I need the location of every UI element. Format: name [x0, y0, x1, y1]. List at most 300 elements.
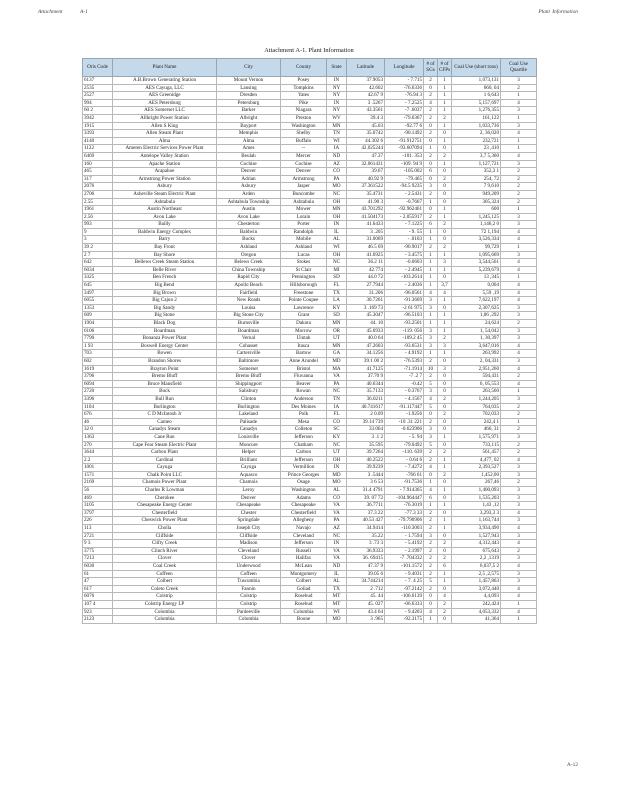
- county-cell: Posey: [281, 77, 327, 85]
- plant-name-cell: Columbia: [113, 616, 217, 624]
- coal-use-cell: 1,127,721: [452, 160, 501, 168]
- cfp-count-cell: 0: [438, 228, 452, 236]
- oris-code-cell: 270: [83, 441, 113, 449]
- latitude-cell: 2 .712: [347, 585, 385, 593]
- latitude-cell: 36.7711: [347, 502, 385, 510]
- quartile-cell: 2: [501, 403, 537, 411]
- county-cell: Buncombe: [281, 190, 327, 198]
- table-row: [83, 441, 537, 449]
- quartile-cell: 3: [501, 107, 537, 115]
- longitude-cell: -1.9256: [385, 411, 424, 419]
- city-cell: Alma: [217, 137, 281, 145]
- cfp-count-cell: 2: [438, 540, 452, 548]
- latitude-cell: 33.064: [347, 426, 385, 434]
- oris-code-cell: 1001: [83, 464, 113, 472]
- sg-count-cell: 6: [424, 221, 438, 229]
- sg-count-cell: 2: [424, 456, 438, 464]
- coal-use-cell: 5,157,697: [452, 99, 501, 107]
- county-cell: Hillsborough: [281, 282, 327, 290]
- latitude-cell: 31.206: [347, 289, 385, 297]
- coal-use-cell: 1, 30,397: [452, 335, 501, 343]
- table-row: [83, 563, 537, 571]
- table-row: [83, 411, 537, 419]
- longitude-cell: -71.1914: [385, 365, 424, 373]
- city-cell: Aquasco: [217, 471, 281, 479]
- city-cell: Ashland: [217, 244, 281, 252]
- oris-code-cell: 60 2: [83, 107, 113, 115]
- plant-name-cell: Big Bend: [113, 282, 217, 290]
- quartile-cell: 4: [501, 259, 537, 267]
- city-cell: Cayuga: [217, 464, 281, 472]
- oris-code-cell: 1619: [83, 365, 113, 373]
- coal-use-cell: 3,072,440: [452, 585, 501, 593]
- coal-use-cell: 702,033: [452, 411, 501, 419]
- longitude-cell: - 9.4031: [385, 570, 424, 578]
- latitude-cell: 41.504173: [347, 213, 385, 221]
- state-cell: PA: [327, 380, 347, 388]
- county-cell: Ashtabula: [281, 198, 327, 206]
- cfp-count-cell: 1: [438, 160, 452, 168]
- sg-count-cell: 3: [424, 183, 438, 191]
- sg-count-cell: 0: [424, 160, 438, 168]
- coal-use-cell: 242,4 1: [452, 418, 501, 426]
- plant-name-cell: Ameren Electric Services Power Plant: [113, 145, 217, 153]
- coal-use-cell: 7 9,610: [452, 183, 501, 191]
- latitude-cell: 36.0211: [347, 395, 385, 403]
- column-header: Latitude: [347, 59, 385, 77]
- county-cell: Buffalo: [281, 137, 327, 145]
- longitude-cell: -94.5 9235: [385, 183, 424, 191]
- oris-code-cell: 2.2: [83, 456, 113, 464]
- latitude-cell: 31.0069: [347, 236, 385, 244]
- header-information: Information: [552, 9, 578, 15]
- sg-count-cell: 1: [424, 236, 438, 244]
- oris-code-cell: 1363: [83, 433, 113, 441]
- longitude-cell: -93.2501: [385, 320, 424, 328]
- quartile-cell: 4: [501, 282, 537, 290]
- city-cell: Chesterton: [217, 221, 281, 229]
- sg-count-cell: 2: [424, 418, 438, 426]
- longitude-cell: - 1.7594: [385, 532, 424, 540]
- latitude-cell: 3 .73 3: [347, 540, 385, 548]
- city-cell: Bayport: [217, 122, 281, 130]
- plant-table-container: [82, 58, 536, 624]
- state-cell: MO: [327, 183, 347, 191]
- state-cell: NY: [327, 92, 347, 100]
- quartile-cell: 1: [501, 92, 537, 100]
- latitude-cell: 40.2522: [347, 456, 385, 464]
- coal-use-cell: 1 6,643: [452, 92, 501, 100]
- cfp-count-cell: 1: [438, 206, 452, 214]
- table-row: [83, 365, 537, 373]
- latitude-cell: 3 .1 2: [347, 433, 385, 441]
- state-cell: AL: [327, 236, 347, 244]
- table-row: [83, 502, 537, 510]
- table-row: [83, 206, 537, 214]
- oris-code-cell: 3396: [83, 395, 113, 403]
- table-row: [83, 107, 537, 115]
- quartile-cell: 3: [501, 517, 537, 525]
- cfp-count-cell: 0: [438, 426, 452, 434]
- plant-name-cell: Bruce Mansfield: [113, 380, 217, 388]
- quartile-cell: 3: [501, 464, 537, 472]
- coal-use-cell: 1,575,971: [452, 433, 501, 441]
- coal-use-cell: 3,293,3 3: [452, 509, 501, 517]
- coal-use-cell: 1,06 ,292: [452, 312, 501, 320]
- cfp-count-cell: 3: [438, 365, 452, 373]
- state-cell: NC: [327, 532, 347, 540]
- header-attachment: Attachment: [38, 9, 63, 15]
- table-row: [83, 213, 537, 221]
- oris-code-cell: 469: [83, 494, 113, 502]
- cfp-count-cell: 3,7: [438, 282, 452, 290]
- sg-count-cell: 0: [424, 600, 438, 608]
- city-cell: Lansing: [217, 84, 281, 92]
- sg-count-cell: 0: [424, 175, 438, 183]
- quartile-cell: 3: [501, 327, 537, 335]
- sg-count-cell: 2: [424, 114, 438, 122]
- plant-name-cell: Big Brown: [113, 289, 217, 297]
- sg-count-cell: 4: [424, 99, 438, 107]
- quartile-cell: 4: [501, 297, 537, 305]
- quartile-cell: 1: [501, 244, 537, 252]
- latitude-cell: 45.03: [347, 122, 385, 130]
- quartile-cell: 2: [501, 411, 537, 419]
- table-row: [83, 320, 537, 328]
- city-cell: Brilliant: [217, 456, 281, 464]
- longitude-cell: -79.790906: [385, 517, 424, 525]
- plant-name-cell: Boswell Energy Center: [113, 342, 217, 350]
- longitude-cell: -0.42: [385, 380, 424, 388]
- plant-name-cell: Brandon Shores: [113, 357, 217, 365]
- quartile-cell: 3: [501, 312, 537, 320]
- sg-count-cell: 0: [424, 411, 438, 419]
- quartile-cell: 3: [501, 433, 537, 441]
- quartile-cell: 4: [501, 563, 537, 571]
- oris-code-cell: 3325: [83, 274, 113, 282]
- latitude-cell: 31.4 4791: [347, 487, 385, 495]
- city-cell: Ashtabula Township: [217, 198, 281, 206]
- oris-code-cell: 3: [83, 236, 113, 244]
- sg-count-cell: 1: [424, 259, 438, 267]
- city-cell: Denver: [217, 168, 281, 176]
- plant-name-cell: Cayuga: [113, 464, 217, 472]
- state-cell: AL: [327, 487, 347, 495]
- latitude-cell: 35.4731: [347, 190, 385, 198]
- quartile-cell: 1: [501, 418, 537, 426]
- cfp-count-cell: 1: [438, 266, 452, 274]
- cfp-count-cell: 0: [438, 130, 452, 138]
- plant-information-table: [82, 58, 537, 624]
- cfp-count-cell: 4: [438, 289, 452, 297]
- sg-count-cell: 2: [424, 107, 438, 115]
- coal-use-cell: 1,146,2 0: [452, 221, 501, 229]
- longitude-cell: -109.2 45: [385, 335, 424, 343]
- plant-name-cell: Cherokee: [113, 494, 217, 502]
- city-cell: Big Stone City: [217, 312, 281, 320]
- table-row: [83, 236, 537, 244]
- cfp-count-cell: 2: [438, 555, 452, 563]
- county-cell: Lawrence: [281, 304, 327, 312]
- longitude-cell: - 0.3767: [385, 388, 424, 396]
- longitude-cell: -92.3175: [385, 616, 424, 624]
- county-cell: Beaver: [281, 380, 327, 388]
- oris-code-cell: 107 4: [83, 600, 113, 608]
- longitude-cell: -103.2614: [385, 274, 424, 282]
- header-plant: Plant: [538, 9, 550, 15]
- sg-count-cell: 1: [424, 320, 438, 328]
- cfp-count-cell: 0: [438, 190, 452, 198]
- oris-code-cell: 3497: [83, 289, 113, 297]
- cfp-count-cell: 0: [438, 236, 452, 244]
- cfp-count-cell: 2: [438, 600, 452, 608]
- cfp-count-cell: 3: [438, 342, 452, 350]
- state-cell: WI: [327, 137, 347, 145]
- longitude-cell: - 7.2525: [385, 99, 424, 107]
- county-cell: Mercer: [281, 152, 327, 160]
- longitude-cell: -101. 353: [385, 152, 424, 160]
- county-cell: Montgomery: [281, 570, 327, 578]
- cfp-count-cell: 1: [438, 99, 452, 107]
- sg-count-cell: 4: [424, 608, 438, 616]
- latitude-cell: 3 .205: [347, 228, 385, 236]
- table-header-row: [83, 59, 537, 77]
- city-cell: Madison: [217, 540, 281, 548]
- sg-count-cell: 2: [424, 525, 438, 533]
- state-cell: MO: [327, 479, 347, 487]
- county-cell: Allegheny: [281, 517, 327, 525]
- cfp-count-cell: 0: [438, 168, 452, 176]
- coal-use-cell: 1,095,669: [452, 251, 501, 259]
- cfp-count-cell: 1: [438, 464, 452, 472]
- sg-count-cell: 6: [424, 494, 438, 502]
- cfp-count-cell: 2: [438, 152, 452, 160]
- sg-count-cell: 2: [424, 190, 438, 198]
- sg-count-cell: 3: [424, 426, 438, 434]
- coal-use-cell: 6,037,5 2: [452, 563, 501, 571]
- sg-count-cell: 2: [424, 130, 438, 138]
- sg-count-cell: 10: [424, 365, 438, 373]
- city-cell: Oregon: [217, 251, 281, 259]
- longitude-cell: - 2.4945: [385, 266, 424, 274]
- plant-name-cell: Big Sandy: [113, 304, 217, 312]
- county-cell: --: [281, 145, 327, 153]
- quartile-cell: 3: [501, 160, 537, 168]
- plant-name-cell: Canadys Steam: [113, 426, 217, 434]
- sg-count-cell: 2: [424, 540, 438, 548]
- oris-code-cell: 703: [83, 350, 113, 358]
- coal-use-cell: 41,364: [452, 616, 501, 624]
- oris-code-cell: 2527: [83, 92, 113, 100]
- plant-name-cell: Cane Run: [113, 433, 217, 441]
- table-row: [83, 84, 537, 92]
- table-row: [83, 532, 537, 540]
- sg-count-cell: 0: [424, 137, 438, 145]
- latitude-cell: 39.4 3: [347, 114, 385, 122]
- plant-name-cell: Clinch River: [113, 547, 217, 555]
- plant-name-cell: Colstrip: [113, 593, 217, 601]
- city-cell: Dresden: [217, 92, 281, 100]
- county-cell: Rosebud: [281, 600, 327, 608]
- table-row: [83, 380, 537, 388]
- coal-use-cell: 3,544,561: [452, 259, 501, 267]
- quartile-cell: 4: [501, 365, 537, 373]
- oris-code-cell: 113: [83, 525, 113, 533]
- plant-name-cell: Clover: [113, 555, 217, 563]
- cfp-count-cell: 0: [438, 198, 452, 206]
- table-row: [83, 547, 537, 555]
- oris-code-cell: 602: [83, 357, 113, 365]
- cfp-count-cell: 0: [438, 494, 452, 502]
- document-title: Attachment A-1. Plant Information: [264, 47, 354, 54]
- longitude-cell: -76.5393: [385, 357, 424, 365]
- city-cell: Colstrip: [217, 593, 281, 601]
- latitude-cell: 41.6433: [347, 221, 385, 229]
- cfp-count-cell: 1: [438, 525, 452, 533]
- city-cell: Colstrip: [217, 600, 281, 608]
- table-row: [83, 304, 537, 312]
- coal-use-cell: 4,477, 02: [452, 456, 501, 464]
- sg-count-cell: 3: [424, 433, 438, 441]
- quartile-cell: 1: [501, 145, 537, 153]
- oris-code-cell: 4140: [83, 137, 113, 145]
- coal-use-cell: 24,624: [452, 320, 501, 328]
- oris-code-cell: 645: [83, 282, 113, 290]
- plant-name-cell: Arapahoe: [113, 168, 217, 176]
- coal-use-cell: 2,5 ,2,575: [452, 570, 501, 578]
- coal-use-cell: 3,7 5,360: [452, 152, 501, 160]
- quartile-cell: 3: [501, 304, 537, 312]
- longitude-cell: - 7.914365: [385, 487, 424, 495]
- longitude-cell: -0.0603: [385, 259, 424, 267]
- county-cell: Jefferson: [281, 540, 327, 548]
- latitude-cell: 3 .965: [347, 616, 385, 624]
- longitude-cell: -105.002: [385, 168, 424, 176]
- plant-name-cell: Coleto Creek: [113, 585, 217, 593]
- header-attachment-number: A-1: [80, 9, 88, 15]
- oris-code-cell: 1353: [83, 304, 113, 312]
- city-cell: Lakeland: [217, 411, 281, 419]
- county-cell: Chesapeake: [281, 502, 327, 510]
- coal-use-cell: 2,393,527: [452, 464, 501, 472]
- longitude-cell: -91.7536: [385, 479, 424, 487]
- oris-code-cell: 2706: [83, 190, 113, 198]
- plant-name-cell: Allen Steam Plant: [113, 130, 217, 138]
- sg-count-cell: 3: [424, 335, 438, 343]
- table-row: [83, 395, 537, 403]
- plant-name-cell: Cholla: [113, 525, 217, 533]
- latitude-cell: 41.6925: [347, 251, 385, 259]
- city-cell: Salisbury: [217, 388, 281, 396]
- county-cell: St Clair: [281, 266, 327, 274]
- quartile-cell: 2: [501, 441, 537, 449]
- county-cell: Dakota: [281, 320, 327, 328]
- cfp-count-cell: 6: [438, 563, 452, 571]
- oris-code-cell: 2721: [83, 532, 113, 540]
- state-cell: ND: [327, 152, 347, 160]
- quartile-cell: 3: [501, 77, 537, 85]
- table-row: [83, 487, 537, 495]
- state-cell: MT: [327, 600, 347, 608]
- cfp-count-cell: 1: [438, 433, 452, 441]
- coal-use-cell: 1,527,943: [452, 532, 501, 540]
- county-cell: Prince Georges: [281, 471, 327, 479]
- latitude-cell: 34.744214: [347, 578, 385, 586]
- latitude-cell: 35.22: [347, 532, 385, 540]
- oris-code-cell: 993: [83, 221, 113, 229]
- state-cell: IL: [327, 570, 347, 578]
- plant-name-cell: AES Greenidge: [113, 92, 217, 100]
- plant-name-cell: Bowen: [113, 350, 217, 358]
- city-cell: Coffeen: [217, 570, 281, 578]
- state-cell: IN: [327, 464, 347, 472]
- city-cell: Bucks: [217, 236, 281, 244]
- longitude-cell: - 2.055917: [385, 213, 424, 221]
- longitude-cell: -10 .31 221: [385, 418, 424, 426]
- plant-name-cell: Black Dog: [113, 320, 217, 328]
- quartile-cell: 1: [501, 206, 537, 214]
- sg-count-cell: 0: [424, 206, 438, 214]
- table-row: [83, 175, 537, 183]
- latitude-cell: 30.7261: [347, 297, 385, 305]
- latitude-cell: 35.0742: [347, 130, 385, 138]
- state-cell: WI: [327, 608, 347, 616]
- county-cell: Morrow: [281, 327, 327, 335]
- latitude-cell: 37.70 9: [347, 373, 385, 381]
- sg-count-cell: 4: [424, 395, 438, 403]
- coal-use-cell: 161,122: [452, 114, 501, 122]
- plant-name-cell: Chamois Power Plant: [113, 479, 217, 487]
- county-cell: Colleton: [281, 426, 327, 434]
- coal-use-cell: 263,560: [452, 388, 501, 396]
- latitude-cell: 43.3561: [347, 107, 385, 115]
- coal-use-cell: 2, 04,331: [452, 357, 501, 365]
- sg-count-cell: 2: [424, 449, 438, 457]
- oris-code-cell: 6030: [83, 563, 113, 571]
- plant-name-cell: Barry: [113, 236, 217, 244]
- longitude-cell: -76.3019: [385, 502, 424, 510]
- coal-use-cell: 263,992: [452, 350, 501, 358]
- city-cell: Pardeeville: [217, 608, 281, 616]
- city-cell: Avon Lake: [217, 213, 281, 221]
- oris-code-cell: 3644: [83, 449, 113, 457]
- quartile-cell: 2: [501, 547, 537, 555]
- cfp-count-cell: 4: [438, 593, 452, 601]
- state-cell: CO: [327, 494, 347, 502]
- longitude-cell: -91.117447: [385, 403, 424, 411]
- longitude-cell: - 9. 55: [385, 228, 424, 236]
- oris-code-cell: 32 0: [83, 426, 113, 434]
- coal-use-cell: 267,46: [452, 479, 501, 487]
- cfp-count-cell: 2: [438, 471, 452, 479]
- state-cell: WV: [327, 114, 347, 122]
- latitude-cell: 42.67 9: [347, 92, 385, 100]
- latitude-cell: 45.6933: [347, 327, 385, 335]
- county-cell: Uintah: [281, 335, 327, 343]
- plant-name-cell: Brayton Point: [113, 365, 217, 373]
- quartile-cell: 4: [501, 289, 537, 297]
- sg-count-cell: 1: [424, 350, 438, 358]
- coal-use-cell: 1,457,863: [452, 578, 501, 586]
- cfp-count-cell: 0: [438, 145, 452, 153]
- sg-count-cell: 2: [424, 92, 438, 100]
- cfp-count-cell: 1: [438, 312, 452, 320]
- quartile-cell: 2: [501, 320, 537, 328]
- longitude-cell: -79.6367: [385, 114, 424, 122]
- coal-use-cell: 5,59 ,19: [452, 289, 501, 297]
- sg-count-cell: 6: [424, 168, 438, 176]
- oris-code-cell: 317: [83, 175, 113, 183]
